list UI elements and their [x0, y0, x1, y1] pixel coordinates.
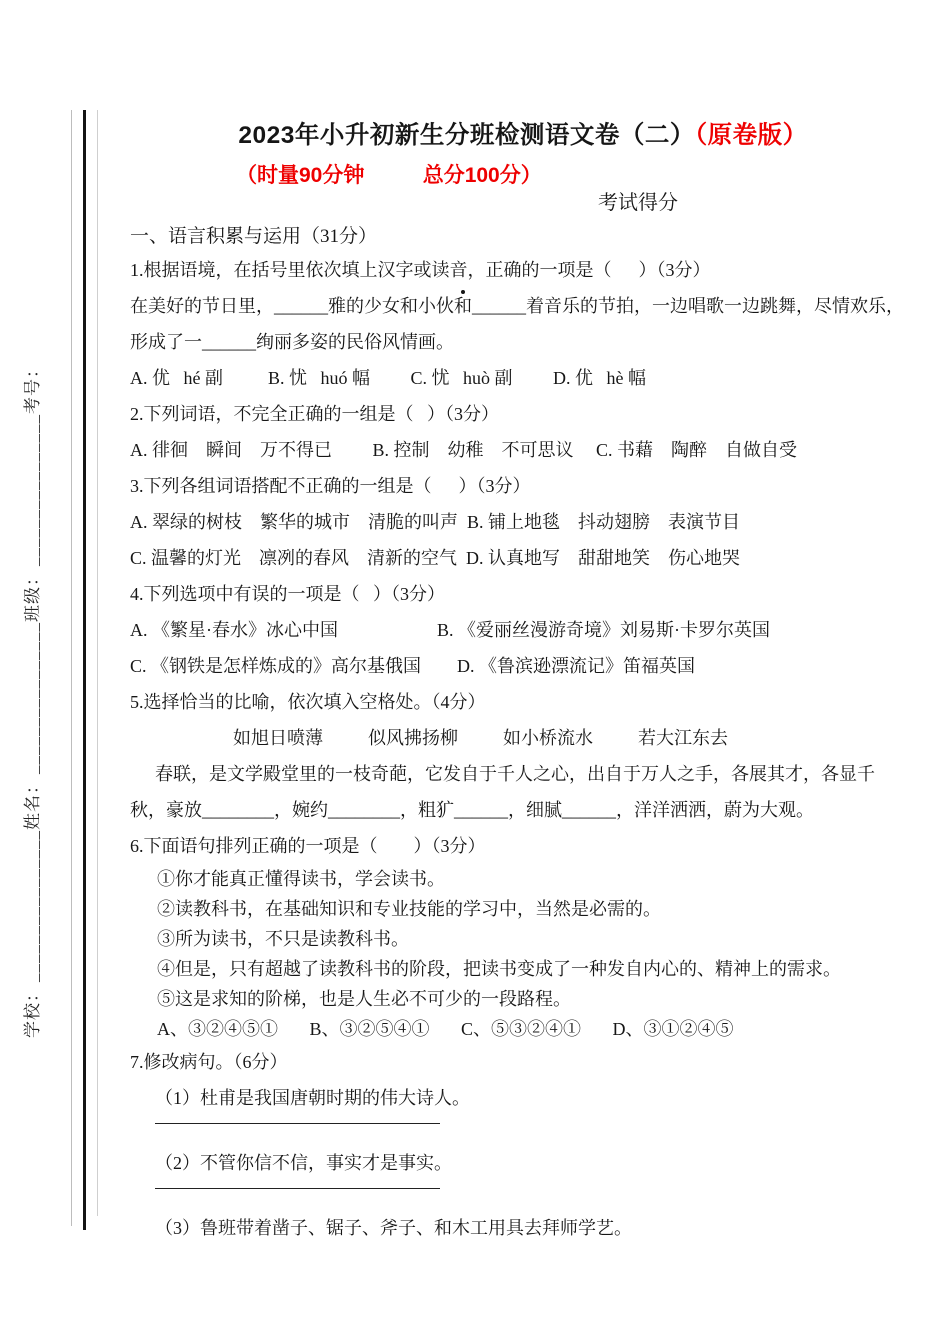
seal-field-name: [14, 776, 44, 984]
question-2-stem: 2.下列词语，不完全正确的一组是（ ）（3分）: [130, 404, 499, 424]
question-5-choice-bank: 如旭日喷薄 似风拂扬柳 如小桥流水 若大江东去: [233, 728, 728, 748]
seal-label: 考号：: [23, 360, 42, 414]
question-6-item-1: ①你才能真正懂得读书，学会读书。: [157, 869, 445, 889]
seal-rule-line-right: [97, 110, 98, 1216]
seal-field-class: [14, 568, 44, 776]
fill-text-post: ______着音乐的节拍，一边唱歌一边跳舞，尽情欢乐，: [472, 296, 904, 316]
question-6-item-4: ④但是，只有超越了读教科书的阶段，把读书变成了一种发自内心的、精神上的需求。: [157, 959, 841, 979]
exam-meta: （时量90分钟 总分100分）: [236, 164, 542, 187]
question-3-options-cd: C. 温馨的灯光 凛冽的春风 清新的空气 D. 认真地写 甜甜地笑 伤心地哭: [130, 548, 741, 568]
page-title-main: 2023年小升初新生分班检测语文卷（二）: [238, 122, 695, 149]
question-6-stem: 6.下面语句排列正确的一项是（ ）（3分）: [130, 836, 486, 856]
page-title-tag: （原卷版）: [694, 122, 808, 149]
seal-field-exam-number: [14, 360, 44, 568]
seal-label: 姓名：: [23, 776, 42, 830]
seal-label: 学校：: [23, 984, 42, 1038]
question-7-stem: 7.修改病句。（6分）: [130, 1052, 288, 1072]
question-3-stem: 3.下列各组词语搭配不正确的一组是（ ）（3分）: [130, 476, 531, 496]
question-6-item-3: ③所为读书，不只是读教科书。: [157, 929, 409, 949]
answer-line: [155, 1123, 440, 1124]
document-body: [130, 118, 916, 1246]
question-6-item-5: ⑤这是求知的阶梯，也是人生必不可少的一段路程。: [157, 989, 571, 1009]
seal-blank: ________________: [23, 414, 42, 566]
seal-rule-line-center: [83, 110, 86, 1230]
score-label: 考试得分: [598, 192, 678, 214]
question-5-stem: 5.选择恰当的比喻，依次填入空格处。（4分）: [130, 692, 486, 712]
question-7-sub-3: （3）鲁班带着凿子、锯子、斧子、和木工用具去拜师学艺。: [155, 1218, 632, 1238]
seal-rule-line-left: [71, 110, 72, 1226]
question-5-paragraph-2: 秋，豪放________，婉约________，粗犷______，细腻______，洋洋洒洒，蔚为大观。: [130, 800, 814, 820]
question-7-sub-1: （1）杜甫是我国唐朝时期的伟大诗人。: [155, 1088, 470, 1108]
question-4-options-cd: C. 《钢铁是怎样炼成的》高尔基俄国 D. 《鲁滨逊漂流记》笛福英国: [130, 656, 696, 676]
question-5-paragraph-1: 春联，是文学殿堂里的一枝奇葩，它发自于千人之心，出自于万人之手，各展其才，各显千: [155, 764, 875, 784]
seal-blank: ________________: [23, 830, 42, 982]
question-1-stem: 1.根据语境，在括号里依次填上汉字或读音，正确的一项是（ ）（3分）: [130, 260, 711, 280]
emphasized-char: 和: [454, 296, 472, 316]
answer-line: [155, 1188, 440, 1189]
question-1-fill-line-1: [130, 288, 916, 324]
question-4-stem: 4.下列选项中有误的一项是（ ）（3分）: [130, 584, 445, 604]
fill-text-pre: 在美好的节日里，______雅的少女和小伙: [130, 296, 454, 316]
question-2-options: A. 徘徊 瞬间 万不得已 B. 控制 幼稚 不可思议 C. 书藉 陶醉 自做自受: [130, 440, 798, 460]
question-6-item-2: ②读教科书，在基础知识和专业技能的学习中，当然是必需的。: [157, 899, 661, 919]
question-4-options-ab: A. 《繁星·春水》冰心中国 B. 《爱丽丝漫游奇境》刘易斯·卡罗尔英国: [130, 620, 770, 640]
seal-blank: ________________: [23, 622, 42, 774]
question-1-options: A. 优 hé 副 B. 忧 huó 幅 C. 忧 huò 副 D. 优 hè 幅: [130, 368, 646, 388]
seal-field-school: [14, 984, 44, 1192]
page-title: [130, 118, 916, 154]
seal-line-area: [14, 360, 48, 1192]
question-1-fill-line-2: 形成了一______绚丽多姿的民俗风情画。: [130, 332, 454, 352]
seal-label: 班级：: [23, 568, 42, 622]
question-6-options: A、③②④⑤① B、③②⑤④① C、⑤③②④① D、③①②④⑤: [157, 1019, 734, 1039]
question-3-options-ab: A. 翠绿的树枝 繁华的城市 清脆的叫声 B. 铺上地毯 抖动翅膀 表演节目: [130, 512, 741, 532]
section-heading: 一、语言积累与运用（31分）: [130, 226, 378, 247]
question-7-sub-2: （2）不管你信不信，事实才是事实。: [155, 1153, 452, 1173]
